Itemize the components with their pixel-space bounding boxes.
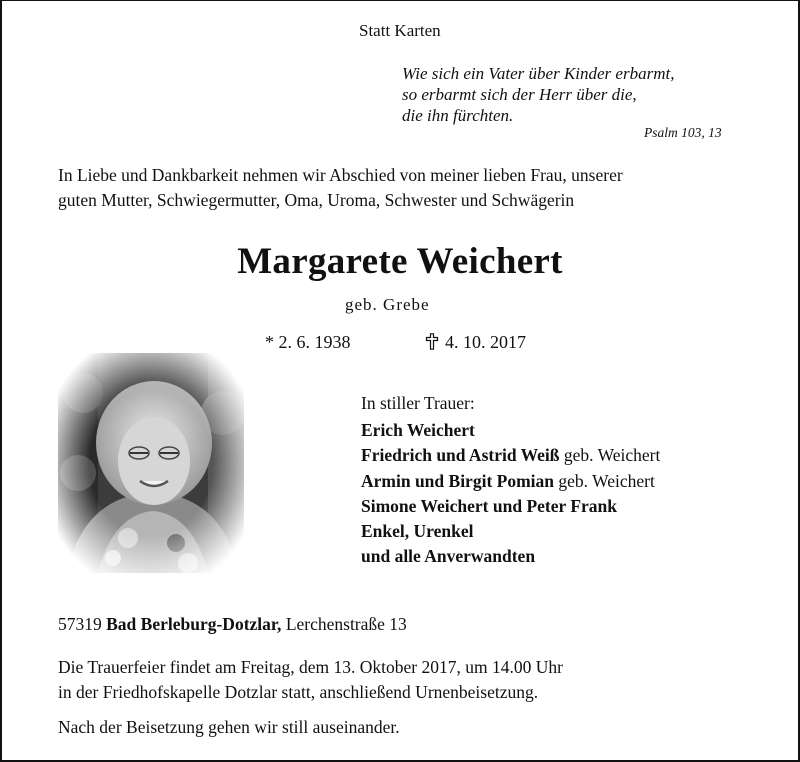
mourner-name: Armin und Birgit Pomian — [361, 470, 555, 491]
maiden-name: geb. Grebe — [345, 295, 430, 314]
quote-line: so erbarmt sich der Herr über die, — [402, 85, 637, 104]
postcode: 57319 — [58, 614, 102, 634]
mourner-line — [361, 418, 660, 443]
mourner-name: und alle Anverwandten — [361, 546, 536, 567]
mourner-line — [361, 519, 660, 544]
quote-line: die ihn fürchten. — [402, 106, 514, 125]
mourner-line — [361, 443, 660, 468]
street: Lerchenstraße 13 — [285, 614, 407, 634]
mourner-note: geb. Weichert — [559, 445, 661, 466]
closing-text: Nach der Beisetzung gehen wir still auseinander. — [58, 717, 400, 737]
deceased-name: Margarete Weichert — [237, 241, 563, 282]
service-line: in der Friedhofskapelle Dotzlar statt, anschließend Urnenbeisetzung. — [58, 682, 539, 702]
intro-paragraph — [58, 163, 623, 213]
town: Bad Berleburg-Dotzlar, — [106, 614, 282, 634]
mourner-name: Enkel, Urenkel — [361, 521, 474, 542]
mourner-name: Erich Weichert — [361, 420, 475, 441]
mourner-line — [361, 469, 660, 494]
portrait-photo — [58, 353, 244, 573]
birth-date: * 2. 6. 1938 — [265, 332, 351, 352]
mourners-lead: In stiller Trauer: — [361, 393, 475, 413]
mourners-block — [361, 391, 660, 569]
mourner-line — [361, 494, 660, 519]
death-date-group — [425, 332, 526, 353]
address-line — [58, 614, 407, 635]
quote-line: Wie sich ein Vater über Kinder erbarmt, — [402, 64, 675, 83]
header-text: Statt Karten — [359, 21, 441, 40]
mourner-line — [361, 544, 660, 569]
cross-icon — [425, 333, 439, 350]
service-line: Die Trauerfeier findet am Freitag, dem 13. Oktober 2017, um 14.00 Uhr — [58, 657, 563, 677]
intro-line: In Liebe und Dankbarkeit nehmen wir Abschied von meiner lieben Frau, unserer — [58, 165, 623, 185]
mourner-name: Friedrich und Astrid Weiß — [361, 445, 560, 466]
bible-quote — [402, 63, 674, 126]
service-info — [58, 655, 563, 705]
death-date: 4. 10. 2017 — [445, 332, 526, 352]
quote-reference: Psalm 103, 13 — [644, 125, 722, 140]
mourner-name: Simone Weichert und Peter Frank — [361, 495, 618, 516]
intro-line: guten Mutter, Schwiegermutter, Oma, Uroma, Schwester und Schwägerin — [58, 190, 575, 210]
mourner-note: geb. Weichert — [554, 470, 655, 491]
